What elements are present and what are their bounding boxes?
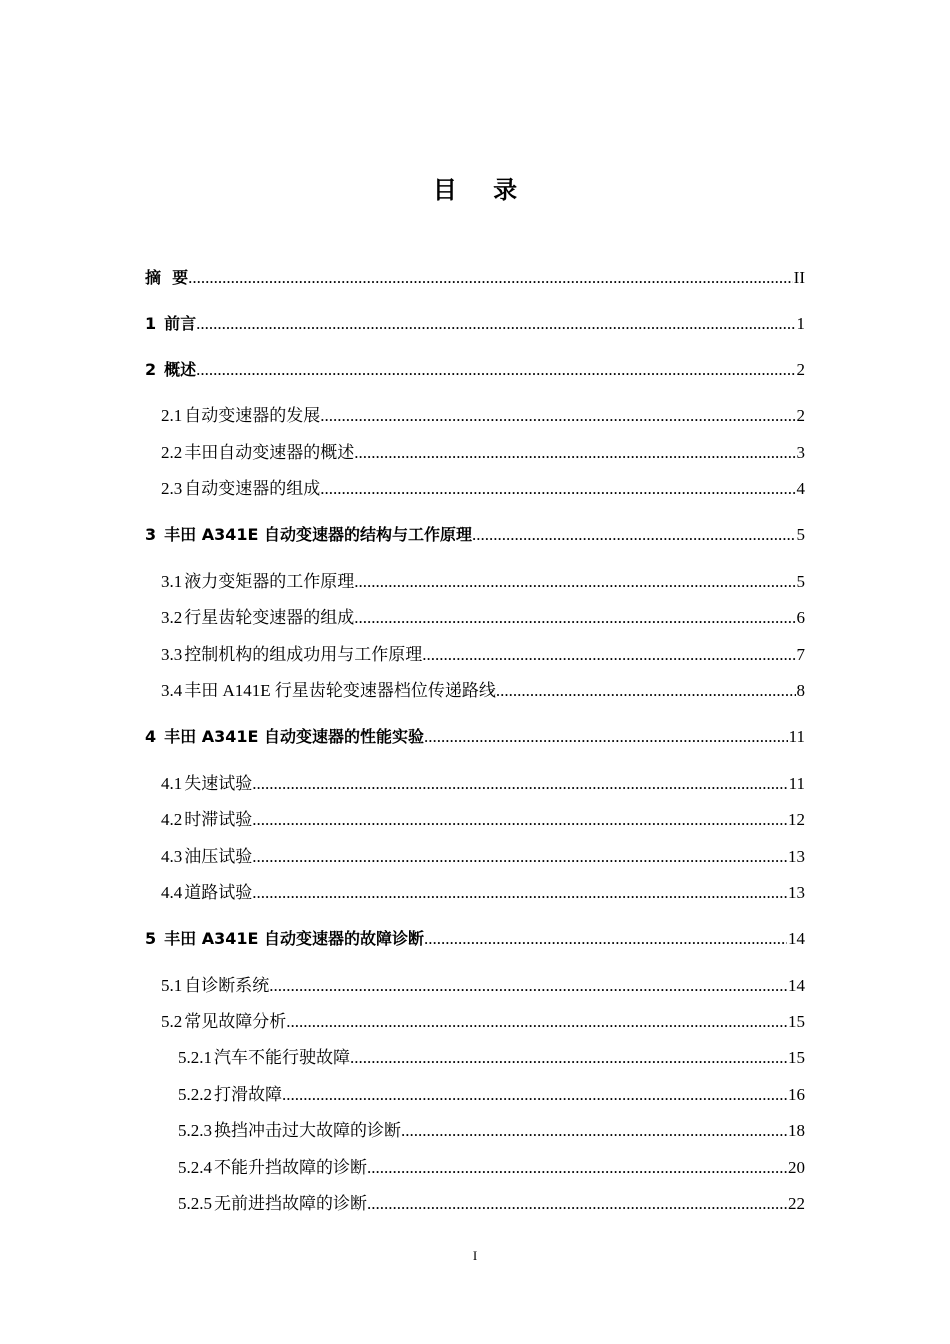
toc-entry[interactable]	[145, 523, 805, 547]
dot-leader	[252, 845, 787, 869]
toc-entry[interactable]	[161, 845, 805, 869]
toc-entry-page: 16	[788, 1085, 805, 1104]
toc-entry-title: 液力变矩器的工作原理	[184, 572, 355, 591]
toc-entry-title: 摘 要	[145, 268, 189, 287]
toc-entry-title: 汽车不能行驶故障	[214, 1048, 350, 1067]
toc-entry-page: 6	[796, 608, 805, 627]
toc-entry-number: 5.2.2	[178, 1085, 212, 1104]
dot-leader	[188, 266, 793, 290]
toc-entry-page: 15	[788, 1012, 805, 1031]
dot-leader	[196, 312, 795, 336]
toc-entry[interactable]	[178, 1083, 805, 1107]
toc-entry[interactable]	[161, 606, 805, 630]
toc-entry[interactable]	[161, 441, 805, 465]
toc-entry-number: 4.2	[161, 810, 183, 829]
toc-entry-title: 换挡冲击过大故障的诊断	[214, 1121, 401, 1140]
toc-entry-title: 自动变速器的发展	[184, 406, 321, 425]
toc-entry[interactable]	[161, 643, 805, 667]
dot-leader	[320, 404, 795, 428]
toc-entry-title: 时滞试验	[184, 810, 253, 829]
dot-leader	[354, 570, 795, 594]
toc-entry-title: 丰田 A341E 自动变速器的性能实验	[164, 727, 424, 746]
toc-entry[interactable]	[161, 881, 805, 905]
toc-entry-number: 3	[145, 525, 157, 544]
toc-entry-page: 14	[788, 929, 805, 948]
dot-leader	[354, 606, 795, 630]
toc-entry-title: 无前进挡故障的诊断	[214, 1194, 367, 1213]
toc-entry-page: 18	[788, 1121, 805, 1140]
toc-entry-number: 4.1	[161, 774, 183, 793]
dot-leader	[367, 1192, 787, 1216]
toc-entry-number: 5.2.1	[178, 1048, 212, 1067]
toc-entry[interactable]	[145, 927, 805, 951]
toc-entry-title: 概述	[164, 360, 197, 379]
toc-entry-number: 2.2	[161, 443, 183, 462]
dot-leader	[252, 772, 787, 796]
toc-entry[interactable]	[161, 477, 805, 501]
toc-entry-title: 道路试验	[184, 883, 253, 902]
toc-entry-page: 22	[788, 1194, 805, 1213]
toc-entry-page: 13	[788, 883, 805, 902]
toc-entry-number: 5.1	[161, 976, 183, 995]
toc-entry-page: 2	[796, 360, 805, 379]
toc-entry[interactable]	[145, 358, 805, 382]
toc-entry-title: 打滑故障	[214, 1085, 282, 1104]
toc-entry-page: 4	[796, 479, 805, 498]
toc-entry[interactable]	[145, 725, 805, 749]
toc-entry-page: 15	[788, 1048, 805, 1067]
toc-entry-title: 控制机构的组成功用与工作原理	[184, 645, 423, 664]
dot-leader	[424, 927, 787, 951]
toc-entry-number: 1	[145, 314, 157, 333]
toc-entry-page: 8	[796, 681, 805, 700]
toc-entry-page: II	[793, 268, 805, 287]
toc-entry-title: 丰田 A141E 行星齿轮变速器档位传递路线	[184, 681, 496, 700]
toc-entry-number: 5.2.5	[178, 1194, 212, 1213]
toc-entry-page: 2	[796, 406, 805, 425]
toc-entry-title: 失速试验	[184, 774, 253, 793]
dot-leader	[472, 523, 796, 547]
toc-entry[interactable]	[145, 266, 805, 290]
toc-entry-number: 4	[145, 727, 157, 746]
toc-entry-title: 丰田自动变速器的概述	[184, 443, 355, 462]
toc-entry-number: 2	[145, 360, 157, 379]
toc-entry[interactable]	[161, 570, 805, 594]
toc-entry[interactable]	[161, 974, 805, 998]
dot-leader	[252, 881, 787, 905]
toc-entry-page: 20	[788, 1158, 805, 1177]
toc-entry-page: 11	[788, 774, 805, 793]
toc-entry-number: 3.4	[161, 681, 183, 700]
toc-entry-number: 5.2	[161, 1012, 183, 1031]
toc-entry-title: 自诊断系统	[184, 976, 270, 995]
toc-entry[interactable]	[178, 1046, 805, 1070]
toc-entry-number: 3.2	[161, 608, 183, 627]
footer-page-number: I	[472, 1248, 478, 1263]
toc-entry-page: 14	[788, 976, 805, 995]
toc-entry-title: 油压试验	[184, 847, 253, 866]
toc-entry-number: 2.3	[161, 479, 183, 498]
toc-entry[interactable]	[161, 679, 805, 703]
toc-entry-number: 4.3	[161, 847, 183, 866]
toc-entry[interactable]	[178, 1119, 805, 1143]
toc-entry-number: 5.2.4	[178, 1158, 212, 1177]
toc-entry-page: 7	[796, 645, 805, 664]
toc-entry-page: 11	[788, 727, 805, 746]
toc-entry-page: 5	[796, 572, 805, 591]
dot-leader	[286, 1010, 787, 1034]
toc-entry-page: 5	[796, 525, 805, 544]
toc-entry-number: 5.2.3	[178, 1121, 212, 1140]
toc-entry-title: 常见故障分析	[184, 1012, 287, 1031]
toc-entry-number: 3.3	[161, 645, 183, 664]
toc-entry-number: 2.1	[161, 406, 183, 425]
toc-entry-title: 自动变速器的组成	[184, 479, 321, 498]
page-title: 目 录	[432, 176, 532, 204]
dot-leader	[350, 1046, 787, 1070]
toc-entry-page: 1	[796, 314, 805, 333]
dot-leader	[367, 1156, 787, 1180]
toc-entry[interactable]	[161, 808, 805, 832]
dot-leader	[424, 725, 788, 749]
toc-entry-page: 12	[788, 810, 805, 829]
toc-entry-number: 5	[145, 929, 157, 948]
dot-leader	[196, 358, 795, 382]
dot-leader	[354, 441, 795, 465]
dot-leader	[422, 643, 795, 667]
toc-entry-title: 行星齿轮变速器的组成	[184, 608, 355, 627]
toc-entry-number: 3.1	[161, 572, 183, 591]
toc-entry-page: 13	[788, 847, 805, 866]
dot-leader	[252, 808, 787, 832]
dot-leader	[320, 477, 795, 501]
toc-entry[interactable]	[161, 404, 805, 428]
toc-entry-title: 丰田 A341E 自动变速器的结构与工作原理	[164, 525, 472, 544]
toc-entry-page: 3	[796, 443, 805, 462]
dot-leader	[269, 974, 787, 998]
toc-entry[interactable]	[161, 1010, 805, 1034]
toc-entry-title: 丰田 A341E 自动变速器的故障诊断	[164, 929, 424, 948]
toc-entry-number: 4.4	[161, 883, 183, 902]
toc-entry-title: 不能升挡故障的诊断	[214, 1158, 367, 1177]
toc-entry[interactable]	[161, 772, 805, 796]
toc-entry[interactable]	[178, 1192, 805, 1216]
dot-leader	[401, 1119, 787, 1143]
dot-leader	[496, 679, 796, 703]
toc-entry[interactable]	[178, 1156, 805, 1180]
toc-entry-title: 前言	[164, 314, 197, 333]
dot-leader	[282, 1083, 787, 1107]
toc-entry[interactable]	[145, 312, 805, 336]
